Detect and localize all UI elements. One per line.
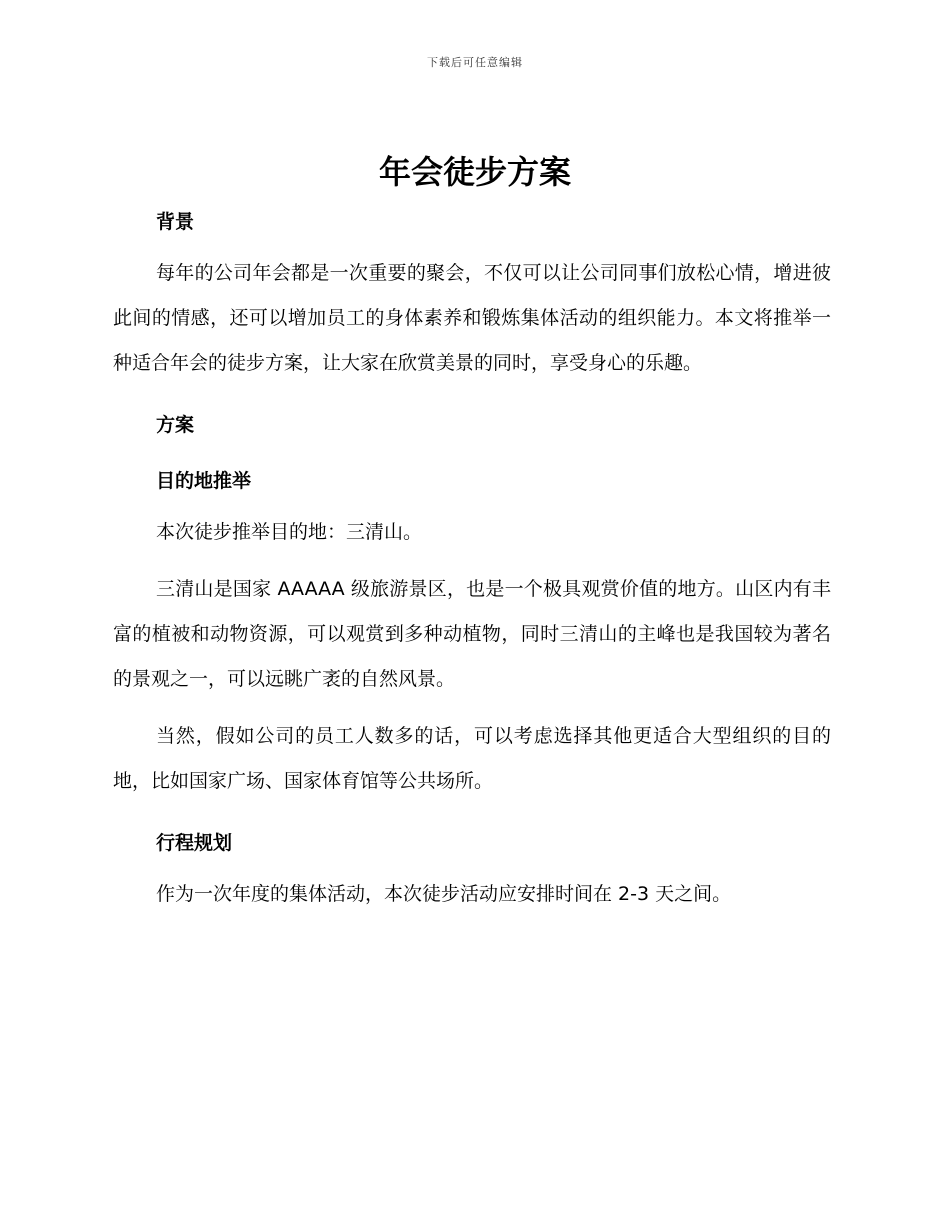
- paragraph-destination-3: 当然，假如公司的员工人数多的话，可以考虑选择其他更适合大型组织的目的地，比如国家广场、国家体育馆等公共场所。: [113, 725, 831, 792]
- paragraph-destination-1: 本次徒步推举目的地：三清山。: [156, 521, 423, 543]
- section-heading-destination: 目的地推举: [156, 470, 252, 492]
- page-header-note: 下载后可任意编辑: [427, 56, 523, 69]
- document-title: 年会徒步方案: [378, 153, 571, 191]
- paragraph-background: 每年的公司年会都是一次重要的聚会，不仅可以让公司同事们放松心情，增进彼此间的情感，还可以增加员工的身体素养和锻炼集体活动的组织能力。本文将推举一种适合年会的徒步方案，让大家在欣赏美景的同时，享受身心的乐趣。: [113, 262, 831, 374]
- paragraph-itinerary: 作为一次年度的集体活动，本次徒步活动应安排时间在 2-3 天之间。: [156, 883, 732, 905]
- document-body: [113, 205, 831, 917]
- section-heading-background: 背景: [156, 211, 195, 233]
- section-heading-itinerary: 行程规划: [156, 832, 233, 854]
- section-heading-plan: 方案: [156, 414, 195, 436]
- paragraph-destination-2: 三清山是国家 AAAAA 级旅游景区，也是一个极具观赏价值的地方。山区内有丰富的植被和动物资源，可以观赏到多种动植物，同时三清山的主峰也是我国较为著名的景观之一，可以远眺广袤的自然风景。: [113, 578, 831, 690]
